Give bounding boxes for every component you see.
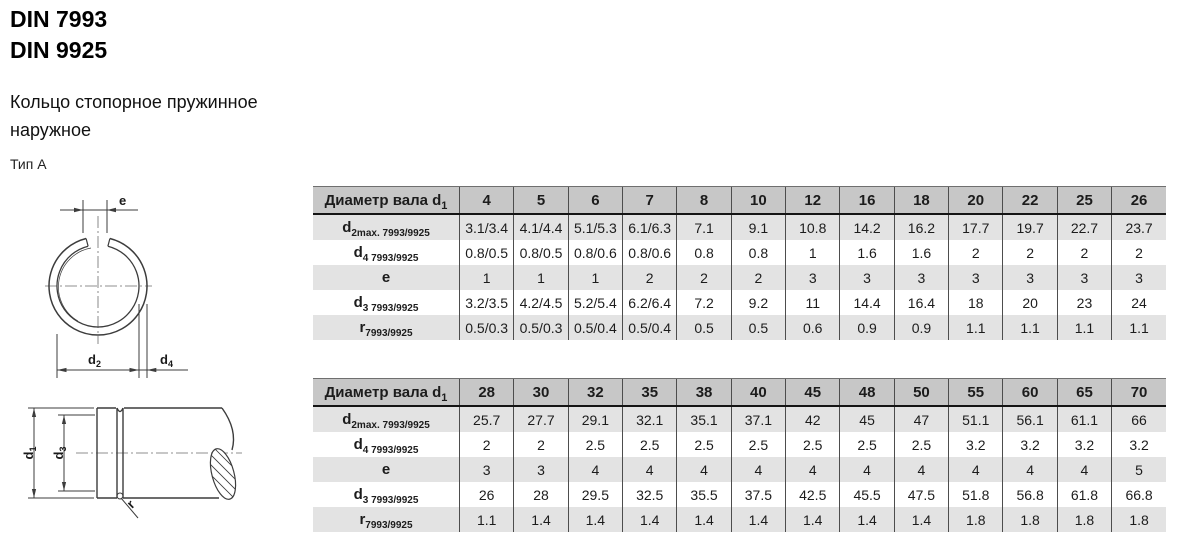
table-header-row <box>313 379 1166 407</box>
table-cell: 66 <box>1112 406 1166 432</box>
table-cell: 3.2 <box>1057 432 1111 457</box>
table-cell: 1 <box>786 240 840 265</box>
d3-arrow-bottom <box>62 482 66 491</box>
table-cell: 2 <box>514 432 568 457</box>
table-cell: 9.2 <box>731 290 785 315</box>
table-row <box>313 214 1166 240</box>
table-cell: 37.1 <box>731 406 785 432</box>
table-cell: 4 <box>623 457 677 482</box>
table-cell: 4.2/4.5 <box>514 290 568 315</box>
product-name-line1: Кольцо стопорное пружинное <box>10 92 258 112</box>
type-label: Тип А <box>10 156 47 172</box>
table-cell: 1.8 <box>949 507 1003 532</box>
table-cell: 2.5 <box>623 432 677 457</box>
e-arrow-left <box>74 208 83 212</box>
row-label-subscript: 3 7993/9925 <box>362 495 419 506</box>
table-cell: 1.4 <box>568 507 622 532</box>
table-cell: 3.2 <box>1003 432 1057 457</box>
d1-dimension-label: $d_1$ <box>21 446 38 460</box>
table-cell: 1.4 <box>514 507 568 532</box>
table-cell: 4 <box>1003 457 1057 482</box>
row-label: $d_{3 7993/9925}$ <box>353 486 419 506</box>
table-row <box>313 432 1166 457</box>
table-cell: 3 <box>894 265 948 290</box>
col-header: 12 <box>786 187 840 215</box>
r-dimension-label: r <box>123 496 138 512</box>
ring-dim-e-lines <box>60 200 138 233</box>
table-cell: 29.5 <box>568 482 622 507</box>
col-header: 20 <box>949 187 1003 215</box>
table-cell: 1.4 <box>894 507 948 532</box>
table-cell: 1 <box>460 265 514 290</box>
table-cell: 2 <box>623 265 677 290</box>
table-cell: 3 <box>949 265 1003 290</box>
table-cell: 19.7 <box>1003 214 1057 240</box>
e-dimension-label: e <box>119 193 127 208</box>
table-cell: 2 <box>1003 240 1057 265</box>
table-cell: 2 <box>1057 240 1111 265</box>
table-cell: 47.5 <box>894 482 948 507</box>
table-cell: 0.8 <box>731 240 785 265</box>
col-header: 16 <box>840 187 894 215</box>
table-cell: 1.8 <box>1057 507 1111 532</box>
table-cell: 22.7 <box>1057 214 1111 240</box>
col-header: 8 <box>677 187 731 215</box>
table-cell: 1.1 <box>1057 315 1111 340</box>
table-cell: 20 <box>1003 290 1057 315</box>
row-label-subscript: 2max. 7993/9925 <box>351 420 430 431</box>
shaft-diameter-header: Диаметр вала $d_1$ <box>313 187 460 215</box>
table-cell: 3 <box>786 265 840 290</box>
table-cell: 4 <box>731 457 785 482</box>
table-cell: 3 <box>460 457 514 482</box>
table-cell: 2.5 <box>894 432 948 457</box>
col-header: 22 <box>1003 187 1057 215</box>
col-header: 6 <box>568 187 622 215</box>
spec-table-2 <box>313 378 1166 532</box>
row-label-subscript: 4 7993/9925 <box>362 445 419 456</box>
table-cell: 3.2/3.5 <box>460 290 514 315</box>
table-cell: 61.8 <box>1057 482 1111 507</box>
header-subscript: 1 <box>441 199 448 212</box>
table-cell: 4 <box>894 457 948 482</box>
table-cell: 7.2 <box>677 290 731 315</box>
table-cell: 61.1 <box>1057 406 1111 432</box>
table-cell: 1.1 <box>460 507 514 532</box>
table-cell: 7.1 <box>677 214 731 240</box>
table-cell: 2.5 <box>568 432 622 457</box>
row-label: $d_{4 7993/9925}$ <box>353 436 419 456</box>
table-cell: 45.5 <box>840 482 894 507</box>
d2-arrow-right <box>130 368 140 372</box>
table-cell: 0.5 <box>677 315 731 340</box>
row-label: e <box>313 457 460 482</box>
table-cell: 35.1 <box>677 406 731 432</box>
table-row <box>313 315 1166 340</box>
col-header: 5 <box>514 187 568 215</box>
din-number-9925: DIN 9925 <box>10 37 108 63</box>
table-cell: 0.9 <box>894 315 948 340</box>
table-cell: 4 <box>1057 457 1111 482</box>
col-header: 60 <box>1003 379 1057 407</box>
e-arrow-right <box>107 208 116 212</box>
d2-arrow-left <box>57 368 67 372</box>
d4-dimension-label: $d_4$ <box>160 352 173 369</box>
col-header: 25 <box>1057 187 1111 215</box>
col-header: 18 <box>894 187 948 215</box>
table-cell: 3 <box>840 265 894 290</box>
table-cell: 2 <box>677 265 731 290</box>
row-label: $r_{7993/9925}$ <box>313 507 460 532</box>
row-label-subscript: 3 7993/9925 <box>362 303 419 314</box>
col-header: 65 <box>1057 379 1111 407</box>
table-cell: 42.5 <box>786 482 840 507</box>
d1-arrow-bottom <box>32 489 36 498</box>
table-cell: 1.4 <box>731 507 785 532</box>
row-label: e <box>313 265 460 290</box>
table-cell: 10.8 <box>786 214 840 240</box>
table-cell: 0.9 <box>840 315 894 340</box>
table-cell: 1.6 <box>894 240 948 265</box>
table-cell: 4.1/4.4 <box>514 214 568 240</box>
table-cell: 0.8/0.5 <box>514 240 568 265</box>
table-row <box>313 240 1166 265</box>
d4-arrow <box>147 368 156 372</box>
table-row <box>313 482 1166 507</box>
col-header: 10 <box>731 187 785 215</box>
table-cell: 0.8/0.6 <box>568 240 622 265</box>
row-label: $d_{4 7993/9925}$ <box>353 244 419 264</box>
table-cell: 5 <box>1112 457 1166 482</box>
product-name <box>10 88 258 144</box>
table-cell: 51.1 <box>949 406 1003 432</box>
ring-drawing <box>8 186 230 392</box>
table-cell: 42 <box>786 406 840 432</box>
table-cell: 0.8/0.6 <box>623 240 677 265</box>
table-cell: 32.1 <box>623 406 677 432</box>
table-cell: 1.1 <box>1112 315 1166 340</box>
table-cell: 66.8 <box>1112 482 1166 507</box>
table-cell: 3 <box>1112 265 1166 290</box>
table-cell: 56.8 <box>1003 482 1057 507</box>
table-cell: 2.5 <box>677 432 731 457</box>
col-header: 35 <box>623 379 677 407</box>
table-cell: 0.8/0.5 <box>460 240 514 265</box>
d3-arrow-top <box>62 415 66 424</box>
shaft-diameter-header: Диаметр вала $d_1$ <box>313 379 460 407</box>
table-cell: 24 <box>1112 290 1166 315</box>
table-cell: 45 <box>840 406 894 432</box>
table-cell: 3.2 <box>1112 432 1166 457</box>
table-cell: 25.7 <box>460 406 514 432</box>
table-cell: 4 <box>568 457 622 482</box>
table-row <box>313 507 1166 532</box>
table-cell: 3.1/3.4 <box>460 214 514 240</box>
table-cell: 1.8 <box>1112 507 1166 532</box>
table-cell: 26 <box>460 482 514 507</box>
table-cell: 56.1 <box>1003 406 1057 432</box>
table-cell: 23.7 <box>1112 214 1166 240</box>
table-cell: 0.5/0.4 <box>623 315 677 340</box>
table-cell: 2 <box>460 432 514 457</box>
col-header: 55 <box>949 379 1003 407</box>
table-cell: 14.4 <box>840 290 894 315</box>
table-small-diameters <box>313 186 1166 340</box>
row-label-subscript: 7993/9925 <box>365 520 413 531</box>
table-cell: 1.8 <box>1003 507 1057 532</box>
table-cell: 2 <box>1112 240 1166 265</box>
table-cell: 4 <box>786 457 840 482</box>
table-cell: 3 <box>1057 265 1111 290</box>
row-label: $r_{7993/9925}$ <box>313 315 460 340</box>
product-name-line2: наружное <box>10 120 91 140</box>
table-cell: 0.5/0.4 <box>568 315 622 340</box>
table-cell: 0.5/0.3 <box>514 315 568 340</box>
table-cell: 17.7 <box>949 214 1003 240</box>
table-cell: 27.7 <box>514 406 568 432</box>
table-cell: 11 <box>786 290 840 315</box>
spec-table-1 <box>313 186 1166 340</box>
table-row <box>313 265 1166 290</box>
table-cell: 4 <box>677 457 731 482</box>
col-header: 7 <box>623 187 677 215</box>
table-cell: 37.5 <box>731 482 785 507</box>
row-label: $d_{2max. 7993/9925}$ <box>313 214 460 240</box>
col-header: 32 <box>568 379 622 407</box>
table-cell: 5.2/5.4 <box>568 290 622 315</box>
col-header: 48 <box>840 379 894 407</box>
shaft-break-hatch <box>198 402 248 512</box>
table-cell: 1.6 <box>840 240 894 265</box>
col-header: 30 <box>514 379 568 407</box>
shaft-drawing <box>8 392 248 539</box>
d3-dimension-label: $d_3$ <box>51 446 68 460</box>
table-cell: 4 <box>949 457 1003 482</box>
din-number-7993: DIN 7993 <box>10 6 108 32</box>
table-cell: 0.5 <box>731 315 785 340</box>
table-row <box>313 457 1166 482</box>
row-label: $d_{2max. 7993/9925}$ <box>313 406 460 432</box>
table-cell: 51.8 <box>949 482 1003 507</box>
table-cell: 2 <box>731 265 785 290</box>
table-cell: 1 <box>514 265 568 290</box>
table-cell: 3.2 <box>949 432 1003 457</box>
table-cell: 2 <box>949 240 1003 265</box>
table-cell: 32.5 <box>623 482 677 507</box>
table-cell: 16.4 <box>894 290 948 315</box>
table-cell: 2.5 <box>786 432 840 457</box>
table-large-diameters <box>313 378 1166 532</box>
row-label-subscript: 2max. 7993/9925 <box>351 228 430 239</box>
col-header: 26 <box>1112 187 1166 215</box>
col-header: 50 <box>894 379 948 407</box>
table-cell: 0.6 <box>786 315 840 340</box>
page-title <box>10 4 107 66</box>
table-cell: 14.2 <box>840 214 894 240</box>
table-cell: 9.1 <box>731 214 785 240</box>
table-cell: 1.4 <box>677 507 731 532</box>
table-cell: 4 <box>840 457 894 482</box>
table-header-row <box>313 187 1166 215</box>
table-cell: 23 <box>1057 290 1111 315</box>
table-cell: 1.4 <box>786 507 840 532</box>
table-cell: 5.1/5.3 <box>568 214 622 240</box>
table-cell: 1.4 <box>840 507 894 532</box>
col-header: 40 <box>731 379 785 407</box>
table-cell: 0.8 <box>677 240 731 265</box>
table-cell: 28 <box>514 482 568 507</box>
col-header: 38 <box>677 379 731 407</box>
table-row <box>313 290 1166 315</box>
table-cell: 6.2/6.4 <box>623 290 677 315</box>
row-label: $d_{3 7993/9925}$ <box>353 294 419 314</box>
table-cell: 18 <box>949 290 1003 315</box>
table-cell: 1.1 <box>1003 315 1057 340</box>
table-cell: 29.1 <box>568 406 622 432</box>
col-header: 70 <box>1112 379 1166 407</box>
table-cell: 35.5 <box>677 482 731 507</box>
table-cell: 2.5 <box>731 432 785 457</box>
col-header: 28 <box>460 379 514 407</box>
row-label-subscript: 4 7993/9925 <box>362 253 419 264</box>
table-cell: 1.4 <box>623 507 677 532</box>
table-cell: 2.5 <box>840 432 894 457</box>
header-subscript: 1 <box>441 391 448 404</box>
table-row <box>313 406 1166 432</box>
table-cell: 47 <box>894 406 948 432</box>
table-cell: 0.5/0.3 <box>460 315 514 340</box>
table-cell: 1 <box>568 265 622 290</box>
row-label-subscript: 7993/9925 <box>365 328 413 339</box>
table-cell: 6.1/6.3 <box>623 214 677 240</box>
d2-dimension-label: $d_2$ <box>88 352 101 369</box>
table-cell: 16.2 <box>894 214 948 240</box>
col-header: 4 <box>460 187 514 215</box>
table-cell: 3 <box>1003 265 1057 290</box>
table-cell: 1.1 <box>949 315 1003 340</box>
table-cell: 3 <box>514 457 568 482</box>
d1-arrow-top <box>32 408 36 417</box>
col-header: 45 <box>786 379 840 407</box>
